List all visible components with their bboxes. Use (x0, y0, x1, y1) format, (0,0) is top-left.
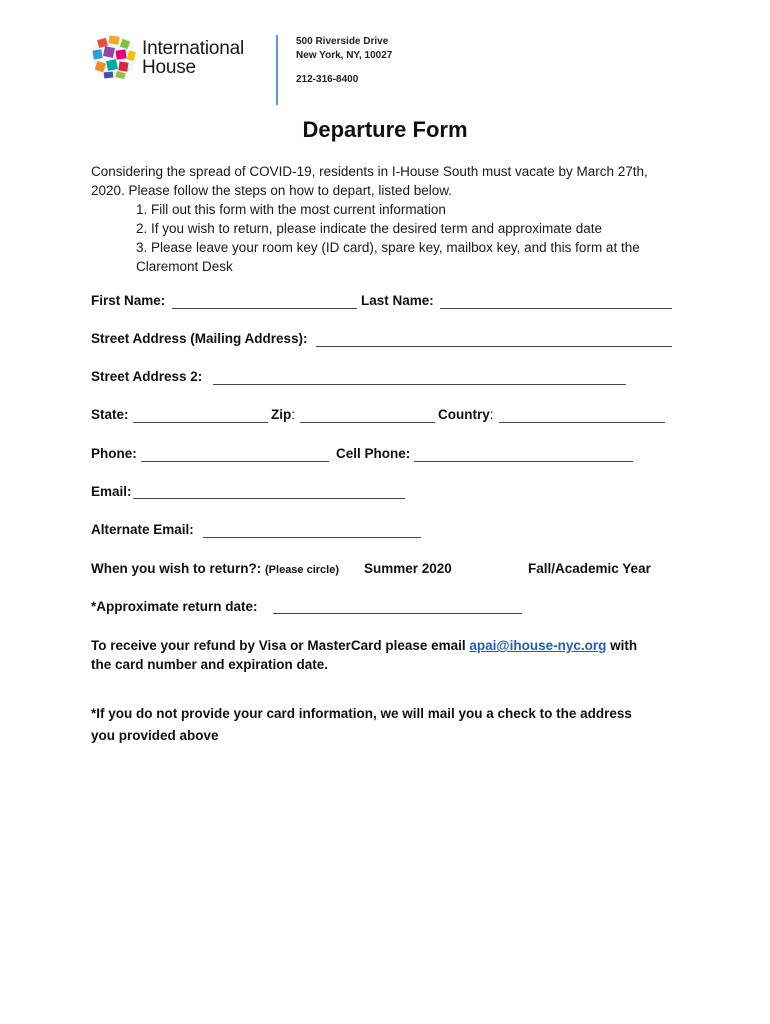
email-label: Email: (91, 484, 132, 499)
return-question-text: When you wish to return?: (91, 561, 262, 576)
return-date-field[interactable] (273, 613, 522, 614)
first-name-field[interactable] (172, 308, 357, 309)
logo-line2: House (142, 57, 196, 78)
return-question (91, 561, 339, 576)
address-line1: 500 Riverside Drive (296, 36, 389, 47)
note-line1: *If you do not provide your card information, we will mail you a check to the address (91, 706, 632, 721)
cell-phone-field[interactable] (414, 461, 633, 462)
header-divider (276, 35, 278, 105)
country-colon: : (489, 407, 494, 422)
country-label (438, 407, 494, 422)
email-field[interactable] (133, 498, 405, 499)
intro-line2: 2020. Please follow the steps on how to depart, listed below. (91, 183, 452, 198)
phone-label: Phone: (91, 446, 137, 461)
street-address-2-label: Street Address 2: (91, 369, 203, 384)
intro-paragraph (91, 162, 691, 276)
alternate-email-label: Alternate Email: (91, 522, 194, 537)
zip-label-text: Zip (271, 407, 292, 422)
header-phone: 212-316-8400 (296, 74, 359, 85)
note-line2: you provided above (91, 728, 219, 743)
option-summer-2020[interactable]: Summer 2020 (364, 561, 452, 576)
last-name-label: Last Name: (361, 293, 434, 308)
step-1: 1. Fill out this form with the most current information (136, 202, 446, 217)
state-label: State: (91, 407, 129, 422)
step-3-line1: 3. Please leave your room key (ID card), spare key, mailbox key, and this form at the (136, 240, 640, 255)
street-address-2-field[interactable] (213, 384, 626, 385)
zip-field[interactable] (300, 422, 435, 423)
state-field[interactable] (133, 422, 268, 423)
refund-line1 (91, 638, 637, 653)
country-field[interactable] (499, 422, 665, 423)
page-title: Departure Form (302, 117, 468, 142)
please-circle-note: (Please circle) (265, 564, 340, 576)
street-address-label: Street Address (Mailing Address): (91, 331, 308, 346)
refund-text-after: with (610, 638, 638, 653)
zip-colon: : (291, 407, 296, 422)
return-date-label: *Approximate return date: (91, 599, 258, 614)
first-name-label: First Name: (91, 293, 166, 308)
last-name-field[interactable] (440, 308, 672, 309)
option-fall-academic-year[interactable]: Fall/Academic Year (528, 561, 651, 576)
cell-phone-label: Cell Phone: (336, 446, 411, 461)
country-label-text: Country (438, 407, 490, 422)
refund-text-before: To receive your refund by Visa or MasterCard please email (91, 638, 466, 653)
refund-email-link[interactable]: apai@ihouse-nyc.org (469, 638, 607, 653)
step-2: 2. If you wish to return, please indicate the desired term and approximate date (136, 221, 603, 236)
logo-text (142, 39, 244, 77)
alternate-email-field[interactable] (203, 537, 421, 538)
address-line2: New York, NY, 10027 (296, 50, 393, 61)
logo (90, 33, 260, 83)
logo-line1: International (142, 38, 244, 59)
zip-label (271, 407, 295, 422)
globe-logo-icon (90, 33, 138, 81)
intro-line1: Considering the spread of COVID-19, residents in I-House South must vacate by March 27th, (91, 164, 648, 179)
street-address-field[interactable] (316, 346, 672, 347)
refund-line2: the card number and expiration date. (91, 657, 329, 672)
step-3-line2: Claremont Desk (136, 259, 233, 274)
phone-field[interactable] (141, 461, 329, 462)
